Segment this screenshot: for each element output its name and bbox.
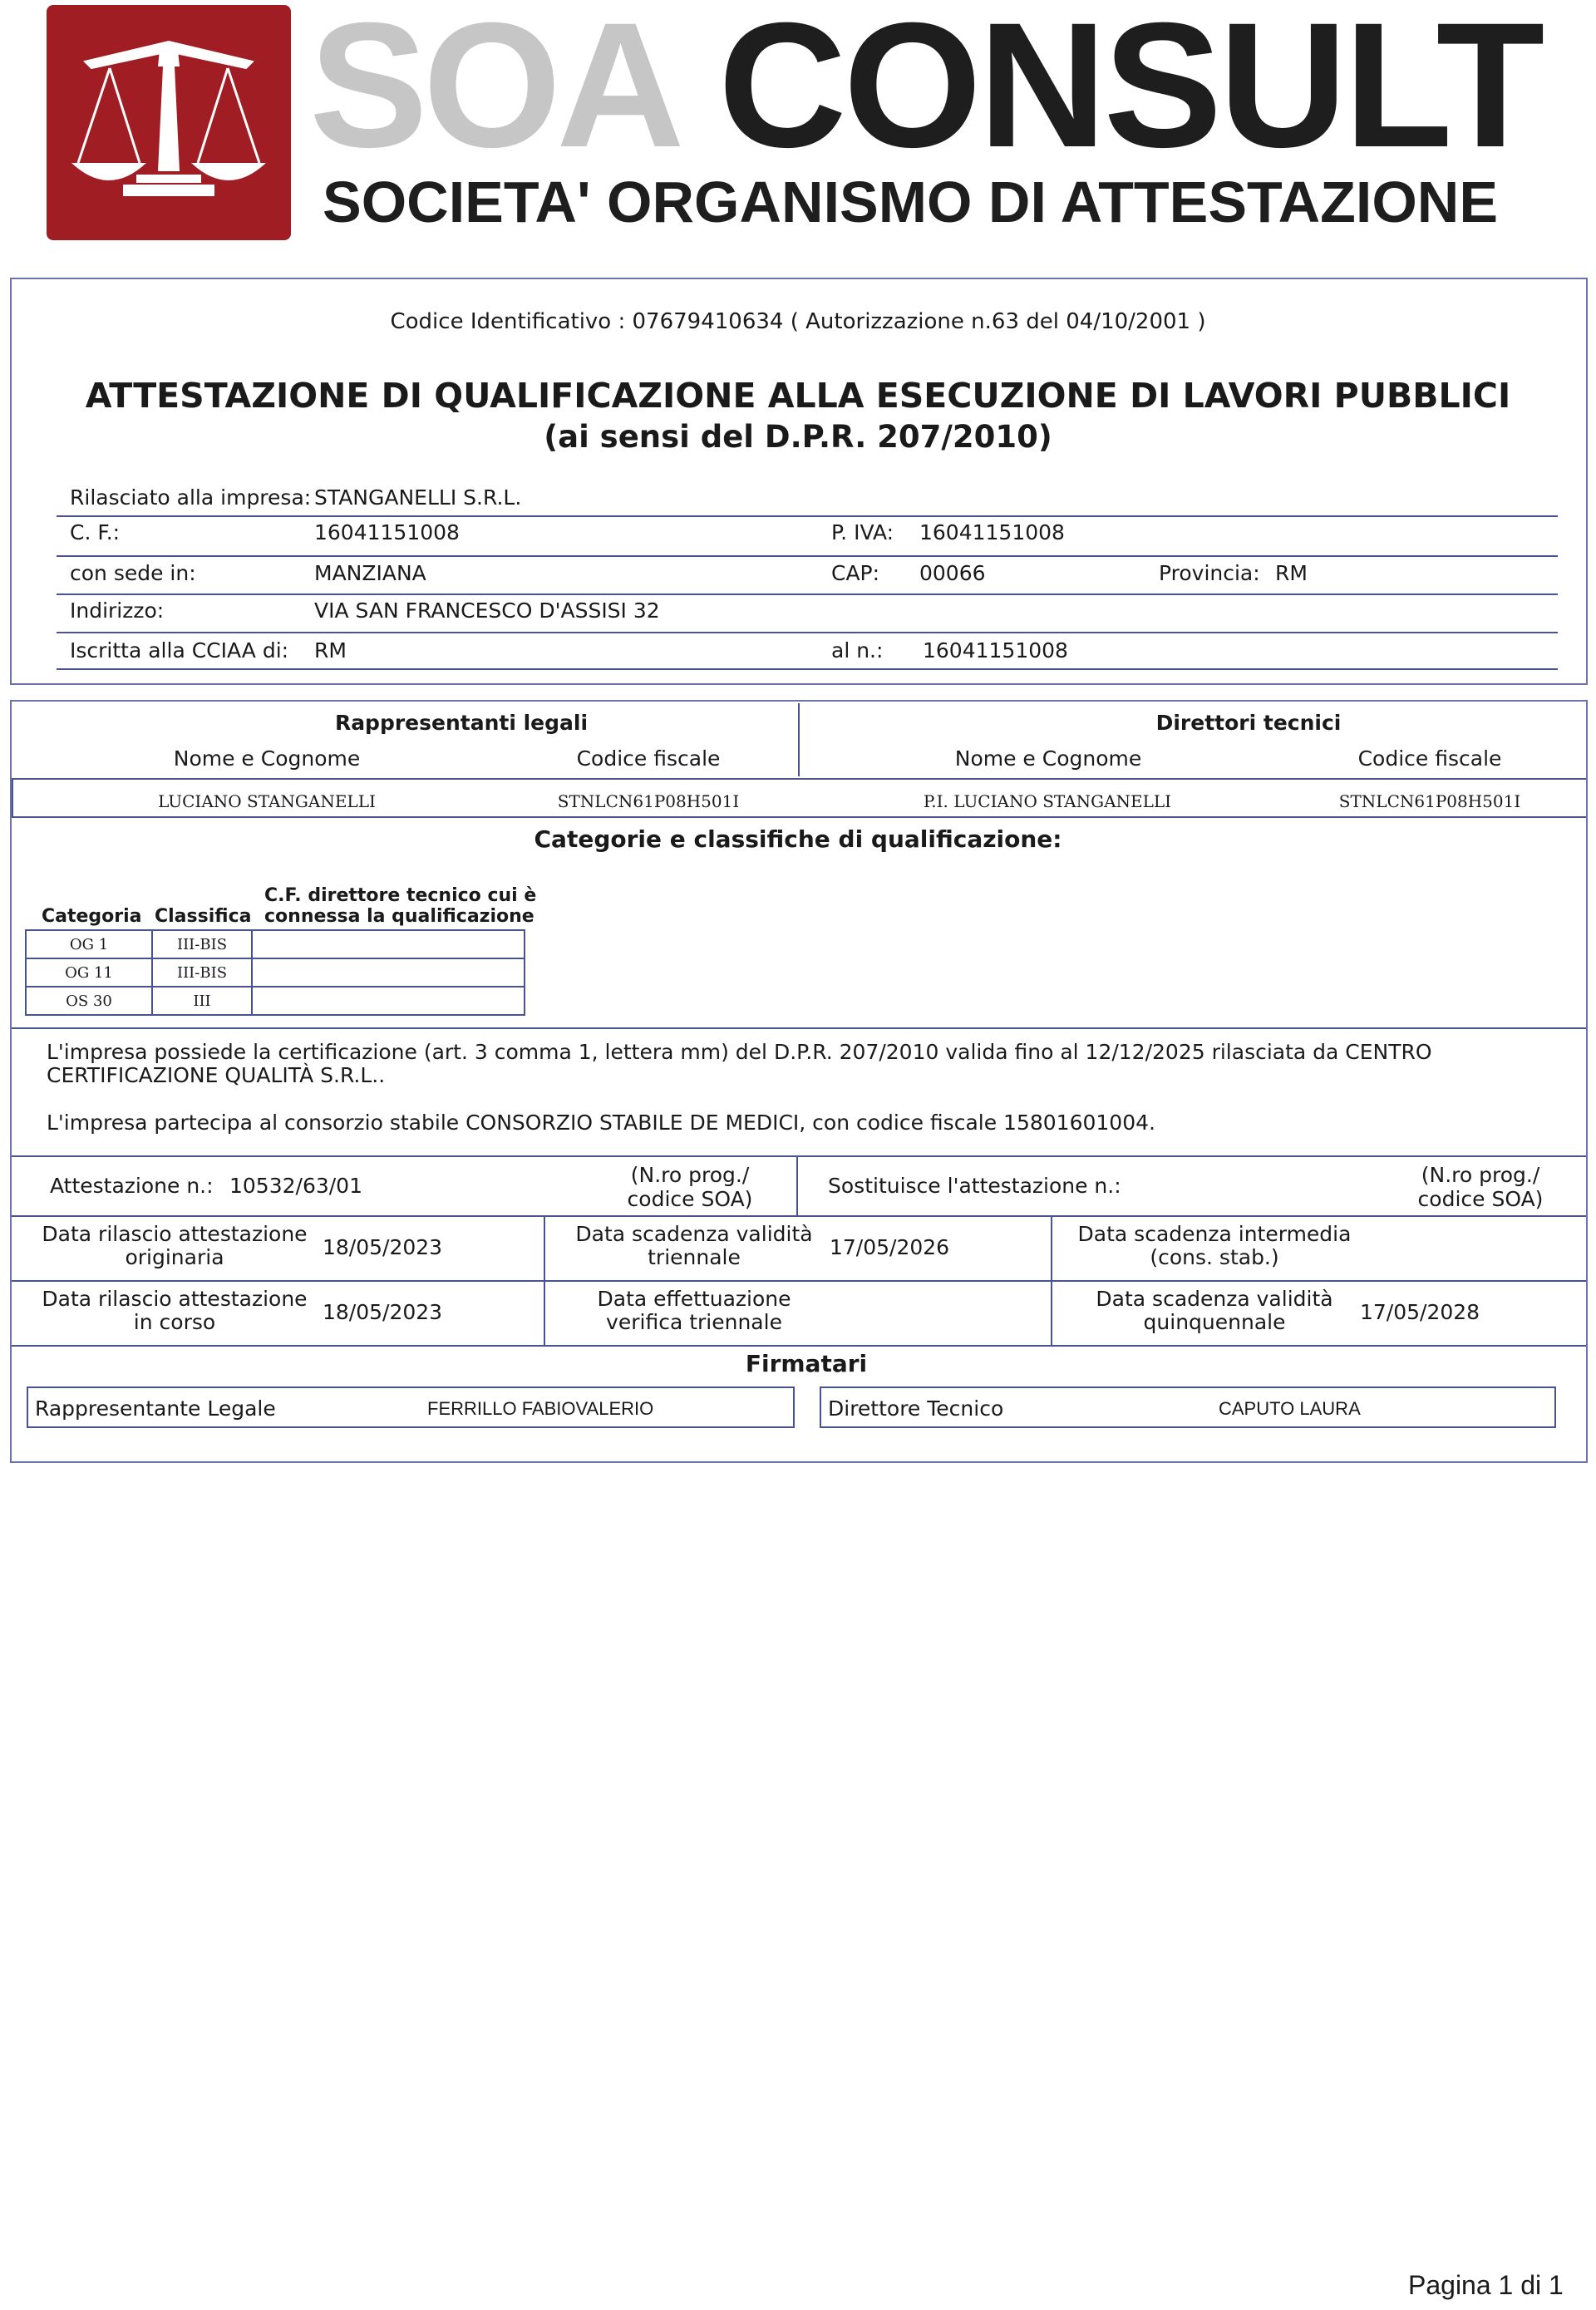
rappresentante-legale-value: FERRILLO FABIOVALERIO — [427, 1398, 654, 1419]
piva-label: P. IVA: — [831, 520, 894, 544]
categoria-cell: OG 1 — [26, 930, 152, 958]
cf-cell — [252, 930, 525, 958]
column-divider — [798, 703, 800, 776]
divider — [12, 778, 1586, 780]
sostituisce-label: Sostituisce l'attestazione n.: — [828, 1174, 1121, 1198]
tecnici-col-cf: Codice fiscale — [1357, 746, 1502, 771]
column-divider — [12, 778, 13, 818]
scadenza-quinquennale-value: 17/05/2028 — [1360, 1300, 1480, 1324]
divider — [12, 1345, 1586, 1347]
tecnico-cf: STNLCN61P08H501I — [1338, 791, 1521, 811]
categoria-cell: OS 30 — [26, 987, 152, 1015]
provincia-label: Provincia: — [1159, 561, 1260, 585]
legali-col-nome: Nome e Cognome — [173, 746, 361, 771]
indirizzo-label: Indirizzo: — [70, 598, 165, 623]
table-row — [26, 987, 525, 1015]
nro-prog-2: codice SOA) — [627, 1187, 753, 1211]
brand-consult-text: CONSULT — [718, 0, 1542, 185]
codice-identificativo: Codice Identificativo : 07679410634 ( Autorizzazione n.63 del 04/10/2001 ) — [390, 309, 1206, 334]
sede-value: MANZIANA — [314, 561, 426, 585]
nro-prog2-1: (N.ro prog./ — [1421, 1163, 1540, 1187]
table-row — [26, 958, 525, 987]
attestazione-value: 10532/63/01 — [229, 1174, 362, 1198]
categoria-cell: OG 11 — [26, 958, 152, 987]
firmatari-title: Firmatari — [745, 1350, 868, 1377]
cciaa-value: RM — [314, 638, 347, 662]
piva-value: 16041151008 — [919, 520, 1065, 544]
table-row — [26, 930, 525, 958]
col-classifica-header: Classifica — [155, 906, 252, 927]
legale-cf: STNLCN61P08H501I — [557, 791, 740, 811]
tecnici-title: Direttori tecnici — [1155, 711, 1342, 735]
divider — [12, 1215, 1586, 1217]
scales-of-justice-icon — [47, 5, 291, 240]
nro-prog2-2: codice SOA) — [1417, 1187, 1544, 1211]
cciaa-label: Iscritta alla CCIAA di: — [70, 638, 289, 662]
brand-soa-text: SOA — [309, 0, 680, 185]
verifica-triennale-label-1: Data effettuazione — [597, 1287, 791, 1311]
certificazione-line-1: L'impresa possiede la certificazione (art. 3 comma 1, lettera mm) del D.P.R. 207/2010 valida fino al 12/12/2025 rilasciata da CENTRO — [47, 1040, 1432, 1064]
nro-prog-1: (N.ro prog./ — [630, 1163, 750, 1187]
rilasciato-value: STANGANELLI S.R.L. — [314, 485, 522, 510]
divider — [57, 555, 1558, 557]
direttore-tecnico-label: Direttore Tecnico — [828, 1396, 1004, 1421]
indirizzo-value: VIA SAN FRANCESCO D'ASSISI 32 — [314, 598, 660, 623]
divider — [57, 515, 1558, 517]
rilascio-originaria-value: 18/05/2023 — [323, 1235, 443, 1259]
aln-value: 16041151008 — [923, 638, 1068, 662]
cf-label: C. F.: — [70, 520, 121, 544]
scadenza-triennale-label-2: triennale — [648, 1245, 741, 1269]
aln-label: al n.: — [831, 638, 884, 662]
cf-cell — [252, 987, 525, 1015]
brand-subtitle: SOCIETA' ORGANISMO DI ATTESTAZIONE — [323, 170, 1499, 234]
rilascio-originaria-label-1: Data rilascio attestazione — [42, 1222, 308, 1246]
rilascio-originaria-label-2: originaria — [125, 1245, 224, 1269]
col-cf-header-1: C.F. direttore tecnico cui è — [264, 885, 537, 906]
direttore-tecnico-value: CAPUTO LAURA — [1219, 1398, 1361, 1419]
divider — [12, 1027, 1586, 1029]
legali-title: Rappresentanti legali — [334, 711, 589, 735]
tecnico-nome: P.I. LUCIANO STANGANELLI — [923, 791, 1172, 811]
divider — [12, 1280, 1586, 1282]
rappresentante-legale-label: Rappresentante Legale — [35, 1396, 276, 1421]
page-number: Pagina 1 di 1 — [1408, 2270, 1564, 2300]
tecnici-col-nome: Nome e Cognome — [954, 746, 1142, 771]
scadenza-intermedia-label-2: (cons. stab.) — [1150, 1245, 1279, 1269]
cap-label: CAP: — [831, 561, 880, 585]
column-divider — [796, 1157, 798, 1215]
impresa-frame — [10, 278, 1588, 685]
classifica-cell: III — [152, 987, 252, 1015]
consorzio-line: L'impresa partecipa al consorzio stabile CONSORZIO STABILE DE MEDICI, con codice fiscale 15801601004. — [47, 1111, 1155, 1135]
scadenza-triennale-value: 17/05/2026 — [830, 1235, 950, 1259]
cap-value: 00066 — [919, 561, 986, 585]
rilascio-corso-value: 18/05/2023 — [323, 1300, 443, 1324]
classifica-cell: III-BIS — [152, 958, 252, 987]
divider — [57, 668, 1558, 670]
certificazione-line-2: CERTIFICAZIONE QUALITÀ S.R.L.. — [47, 1063, 386, 1087]
legali-col-cf: Codice fiscale — [576, 746, 721, 771]
divider — [12, 816, 1586, 818]
logo-scales-emblem — [47, 5, 291, 240]
attestazione-label: Attestazione n.: — [50, 1174, 214, 1198]
categorie-title: Categorie e classifiche di qualificazione: — [534, 825, 1062, 853]
scadenza-quinquennale-label-1: Data scadenza validità — [1096, 1287, 1333, 1311]
divider — [57, 594, 1558, 595]
rilascio-corso-label-1: Data rilascio attestazione — [42, 1287, 308, 1311]
document-title: ATTESTAZIONE DI QUALIFICAZIONE ALLA ESECUZIONE DI LAVORI PUBBLICI — [85, 376, 1511, 416]
cf-value: 16041151008 — [314, 520, 460, 544]
col-categoria-header: Categoria — [42, 906, 142, 927]
document-subtitle: (ai sensi del D.P.R. 207/2010) — [544, 419, 1052, 455]
sede-label: con sede in: — [70, 561, 196, 585]
legale-nome: LUCIANO STANGANELLI — [158, 791, 376, 811]
cf-cell — [252, 958, 525, 987]
rilasciato-label: Rilasciato alla impresa: — [70, 485, 312, 510]
scadenza-intermedia-label-1: Data scadenza intermedia — [1077, 1222, 1352, 1246]
col-cf-header-2: connessa la qualificazione — [264, 906, 534, 927]
categorie-table — [25, 929, 525, 1016]
scadenza-quinquennale-label-2: quinquennale — [1143, 1310, 1286, 1334]
classifica-cell: III-BIS — [152, 930, 252, 958]
rilascio-corso-label-2: in corso — [133, 1310, 216, 1334]
divider — [12, 1155, 1586, 1157]
verifica-triennale-label-2: verifica triennale — [606, 1310, 782, 1334]
divider — [57, 632, 1558, 633]
scadenza-triennale-label-1: Data scadenza validità — [575, 1222, 813, 1246]
provincia-value: RM — [1275, 561, 1308, 585]
